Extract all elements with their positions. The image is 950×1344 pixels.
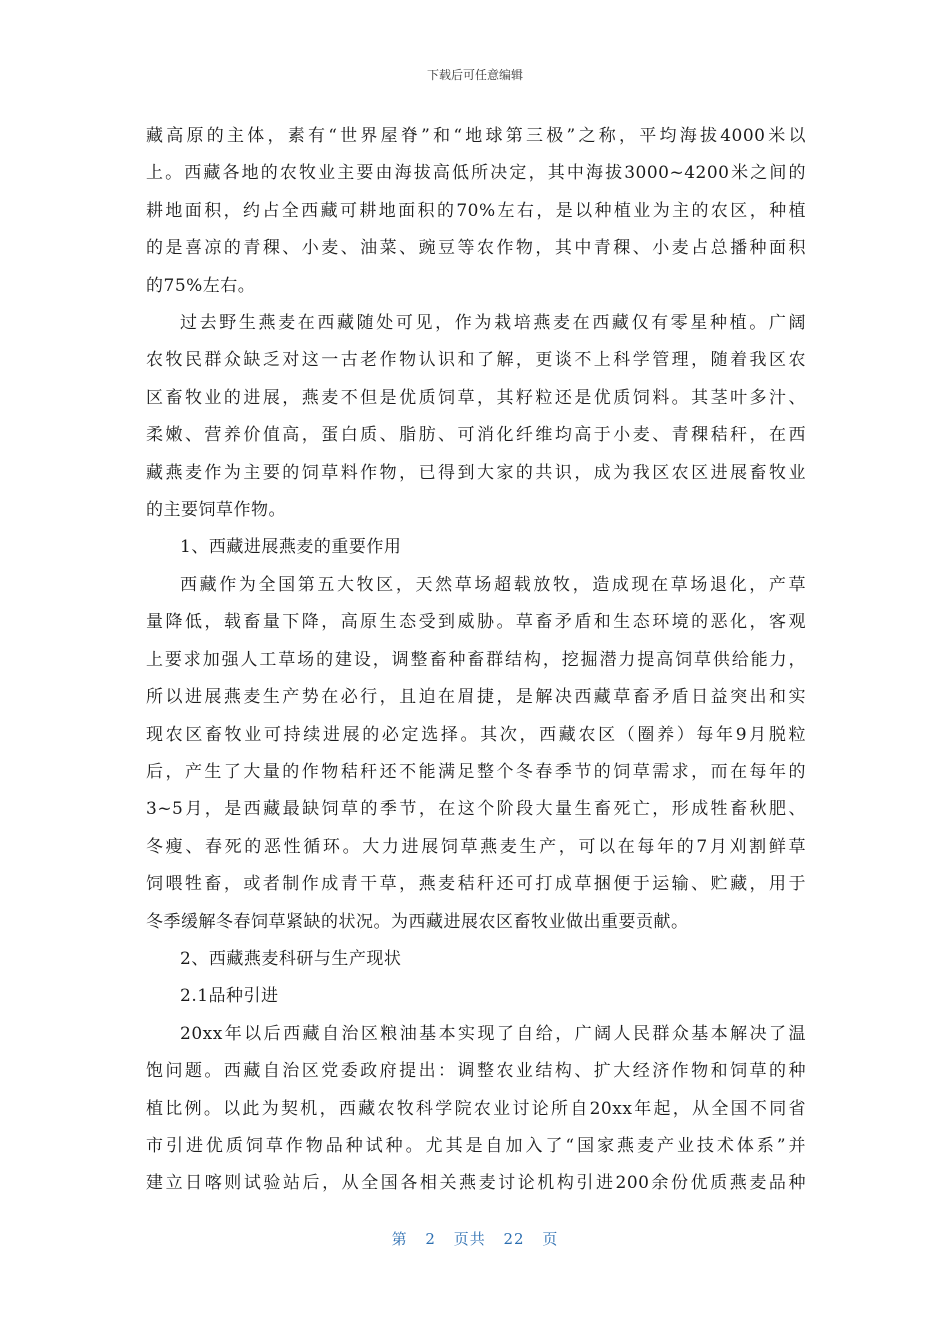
- text-line: 量降低，载畜量下降，高原生态受到威胁。草畜矛盾和生态环境的恶化，客观: [146, 612, 806, 633]
- page-label-mid: 页共: [453, 1230, 486, 1248]
- text-line: 柔嫩、营养价值高，蛋白质、脂肪、可消化纤维均高于小麦、青稞秸秆，在西: [146, 425, 806, 446]
- text-line: 2.1品种引进: [180, 986, 279, 1007]
- current-page-number: 2: [425, 1230, 436, 1248]
- text-line: 冬季缓解冬春饲草紧缺的状况。为西藏进展农区畜牧业做出重要贡献。: [146, 911, 689, 932]
- text-line: 饱问题。西藏自治区党委政府提出：调整农业结构、扩大经济作物和饲草的种: [146, 1061, 806, 1082]
- text-line: 3~5月，是西藏最缺饲草的季节，在这个阶段大量生畜死亡，形成牲畜秋肥、: [146, 799, 806, 820]
- total-page-count: 22: [503, 1230, 525, 1248]
- text-line: 藏高原的主体，素有“世界屋脊”和“地球第三极”之称，平均海拔4000米以: [146, 126, 806, 146]
- text-line: 上要求加强人工草场的建设，调整畜种畜群结构，挖掘潜力提高饲草供给能力，: [146, 649, 806, 670]
- text-line: 市引进优质饲草作物品种试种。尤其是自加入了“国家燕麦产业技术体系”并: [146, 1135, 806, 1156]
- text-line: 1、西藏进展燕麦的重要作用: [180, 537, 402, 558]
- text-line: 过去野生燕麦在西藏随处可见，作为栽培燕麦在西藏仅有零星种植。广阔: [180, 313, 806, 334]
- text-line: 上。西藏各地的农牧业主要由海拔高低所决定，其中海拔3000~4200米之间的: [146, 163, 806, 184]
- text-line: 20xx年以后西藏自治区粮油基本实现了自给，广阔人民群众基本解决了温: [180, 1023, 806, 1044]
- page-footer: [0, 1228, 950, 1249]
- text-line: 植比例。以此为契机，西藏农牧科学院农业讨论所自20xx年起，从全国不同省: [146, 1098, 806, 1119]
- text-line: 的主要饲草作物。: [146, 500, 286, 521]
- text-line: 西藏作为全国第五大牧区，天然草场超载放牧，造成现在草场退化，产草: [180, 574, 806, 595]
- text-line: 藏燕麦作为主要的饲草料作物，已得到大家的共识，成为我区农区进展畜牧业: [146, 462, 806, 483]
- text-line: 的是喜凉的青稞、小麦、油菜、豌豆等农作物，其中青稞、小麦占总播种面积: [146, 238, 806, 259]
- text-line: 冬瘦、春死的恶性循环。大力进展饲草燕麦生产，可以在每年的7月刈割鲜草: [146, 836, 806, 857]
- text-line: 后，产生了大量的作物秸秆还不能满足整个冬春季节的饲草需求，而在每年的: [146, 761, 806, 782]
- text-line: 农牧民群众缺乏对这一古老作物认识和了解，更谈不上科学管理，随着我区农: [146, 350, 806, 371]
- page-label-prefix: 第: [391, 1230, 408, 1248]
- page-label-suffix: 页: [542, 1230, 559, 1248]
- page-header: 下载后可任意编辑: [426, 68, 523, 82]
- text-line: 饲喂牲畜，或者制作成青干草，燕麦秸秆还可打成草捆便于运输、贮藏，用于: [146, 874, 806, 895]
- text-line: 建立日喀则试验站后，从全国各相关燕麦讨论机构引进200余份优质燕麦品种: [146, 1173, 806, 1194]
- text-line: 2、西藏燕麦科研与生产现状: [180, 948, 402, 969]
- text-line: 的75%左右。: [146, 275, 256, 296]
- text-line: 区畜牧业的进展，燕麦不但是优质饲草，其籽粒还是优质饲料。其茎叶多汁、: [146, 387, 806, 408]
- document-body: [146, 118, 806, 1203]
- text-line: 现农区畜牧业可持续进展的必定选择。其次，西藏农区（圈养）每年9月脱粒: [146, 724, 806, 745]
- text-line: 所以进展燕麦生产势在必行，且迫在眉捷，是解决西藏草畜矛盾日益突出和实: [146, 687, 806, 708]
- text-line: 耕地面积，约占全西藏可耕地面积的70%左右，是以种植业为主的农区，种植: [146, 200, 806, 221]
